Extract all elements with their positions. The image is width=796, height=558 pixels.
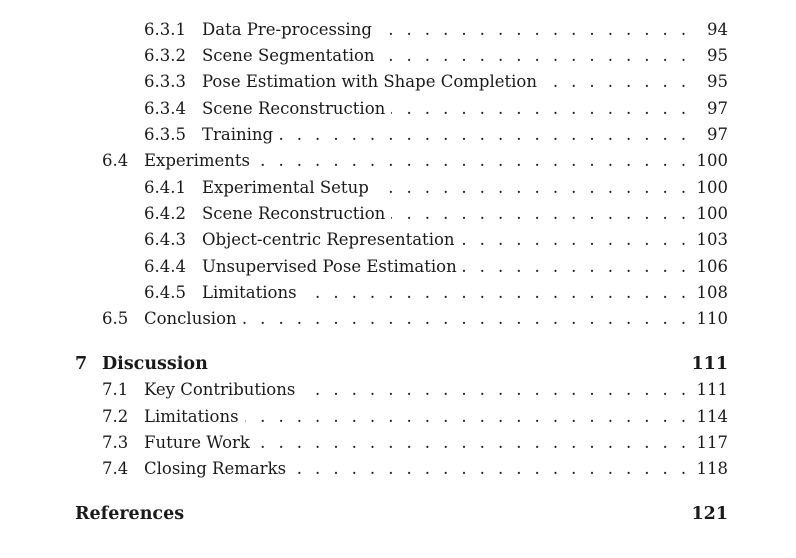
toc-chapter-number: 7	[75, 354, 88, 374]
dot-leader	[391, 97, 690, 121]
dot-leader	[279, 123, 690, 147]
toc-entry-number: 6.3.3	[144, 72, 186, 91]
toc-chapter-title: Discussion	[102, 354, 208, 374]
toc-entry-page: 117	[696, 433, 728, 452]
toc-entry-7-2[interactable]	[102, 405, 728, 429]
toc-entry-page: 97	[707, 99, 728, 118]
toc-entry-title: Scene Reconstruction	[202, 204, 386, 223]
toc-entry-page: 100	[696, 204, 728, 223]
toc-chapter-page: 111	[691, 354, 728, 374]
dot-leader	[381, 44, 690, 68]
toc-entry-title: Key Contributions	[144, 380, 296, 399]
toc-entry-title: Object-centric Representation	[202, 230, 455, 249]
toc-entry-6-3-5[interactable]	[144, 123, 728, 147]
toc-entry-6-4-5[interactable]	[144, 281, 728, 305]
toc-entry-6-3-3[interactable]	[144, 70, 728, 94]
dot-leader	[463, 255, 690, 279]
toc-entry-6-4[interactable]	[102, 149, 728, 173]
toc-entry-page: 111	[696, 380, 728, 399]
toc-entry-title: Training	[202, 125, 274, 144]
toc-entry-number: 6.4.5	[144, 283, 186, 302]
toc-entry-page: 95	[707, 46, 728, 65]
toc-entry-title: Scene Segmentation	[202, 46, 375, 65]
toc-entry-page: 118	[696, 459, 728, 478]
toc-entry-page: 97	[707, 125, 728, 144]
toc-entry-6-3-2[interactable]	[144, 44, 728, 68]
toc-entry-title: Limitations	[144, 407, 239, 426]
toc-entry-7-3[interactable]	[102, 431, 728, 455]
dot-leader	[378, 18, 690, 42]
toc-entry-number: 6.4	[102, 151, 129, 170]
toc-entry-number: 6.3.5	[144, 125, 186, 144]
toc-entry-number: 6.4.2	[144, 204, 186, 223]
toc-entry-page: 114	[696, 407, 728, 426]
toc-entry-title: Experimental Setup	[202, 178, 369, 197]
toc-references[interactable]	[75, 502, 728, 526]
toc-entry-number: 7.1	[102, 380, 129, 399]
toc-entry-number: 7.3	[102, 433, 129, 452]
toc-entry-7-1[interactable]	[102, 378, 728, 402]
toc-entry-page: 103	[696, 230, 728, 249]
toc-entry-7-4[interactable]	[102, 457, 728, 481]
toc-chapter-page: 121	[691, 504, 728, 524]
toc-entry-page: 110	[696, 309, 728, 328]
toc-entry-number: 6.4.3	[144, 230, 186, 249]
toc-entry-title: Future Work	[144, 433, 250, 452]
toc-entry-number: 6.5	[102, 309, 129, 328]
toc-chapter-title: References	[75, 504, 185, 524]
toc-entry-page: 100	[696, 151, 728, 170]
toc-entry-number: 7.2	[102, 407, 129, 426]
toc-entry-title: Scene Reconstruction	[202, 99, 386, 118]
toc-entry-page: 106	[696, 257, 728, 276]
toc-entry-title: Pose Estimation with Shape Completion	[202, 72, 537, 91]
dot-leader	[292, 457, 690, 481]
toc-entry-number: 6.3.2	[144, 46, 186, 65]
toc-entry-6-3-4[interactable]	[144, 97, 728, 121]
toc-entry-page: 108	[696, 283, 728, 302]
toc-entry-title: Data Pre-processing	[202, 20, 372, 39]
toc-entry-page: 95	[707, 72, 728, 91]
toc-entry-6-3-1[interactable]	[144, 18, 728, 42]
toc-entry-title: Limitations	[202, 283, 297, 302]
dot-leader	[391, 202, 690, 226]
dot-leader	[303, 281, 690, 305]
dot-leader	[256, 149, 690, 173]
toc-entry-title: Conclusion	[144, 309, 237, 328]
toc-entry-6-4-2[interactable]	[144, 202, 728, 226]
dot-leader	[243, 307, 690, 331]
dot-leader	[256, 431, 690, 455]
toc-entry-title: Experiments	[144, 151, 250, 170]
toc-entry-number: 7.4	[102, 459, 129, 478]
toc-entry-6-4-1[interactable]	[144, 176, 728, 200]
dot-leader	[245, 405, 690, 429]
dot-leader	[543, 70, 690, 94]
toc-entry-page: 94	[707, 20, 728, 39]
toc-entry-6-4-3[interactable]	[144, 228, 728, 252]
toc-entry-title: Unsupervised Pose Estimation	[202, 257, 457, 276]
dot-leader	[301, 378, 690, 402]
toc-entry-title: Closing Remarks	[144, 459, 287, 478]
toc-chapter-7[interactable]	[75, 352, 728, 376]
toc-entry-page: 100	[696, 178, 728, 197]
toc-entry-6-4-4[interactable]	[144, 255, 728, 279]
toc-entry-6-5[interactable]	[102, 307, 728, 331]
toc-entry-number: 6.3.1	[144, 20, 186, 39]
toc-entry-number: 6.3.4	[144, 99, 186, 118]
toc-entry-number: 6.4.4	[144, 257, 186, 276]
dot-leader	[461, 228, 690, 252]
toc-entry-number: 6.4.1	[144, 178, 186, 197]
dot-leader	[375, 176, 690, 200]
